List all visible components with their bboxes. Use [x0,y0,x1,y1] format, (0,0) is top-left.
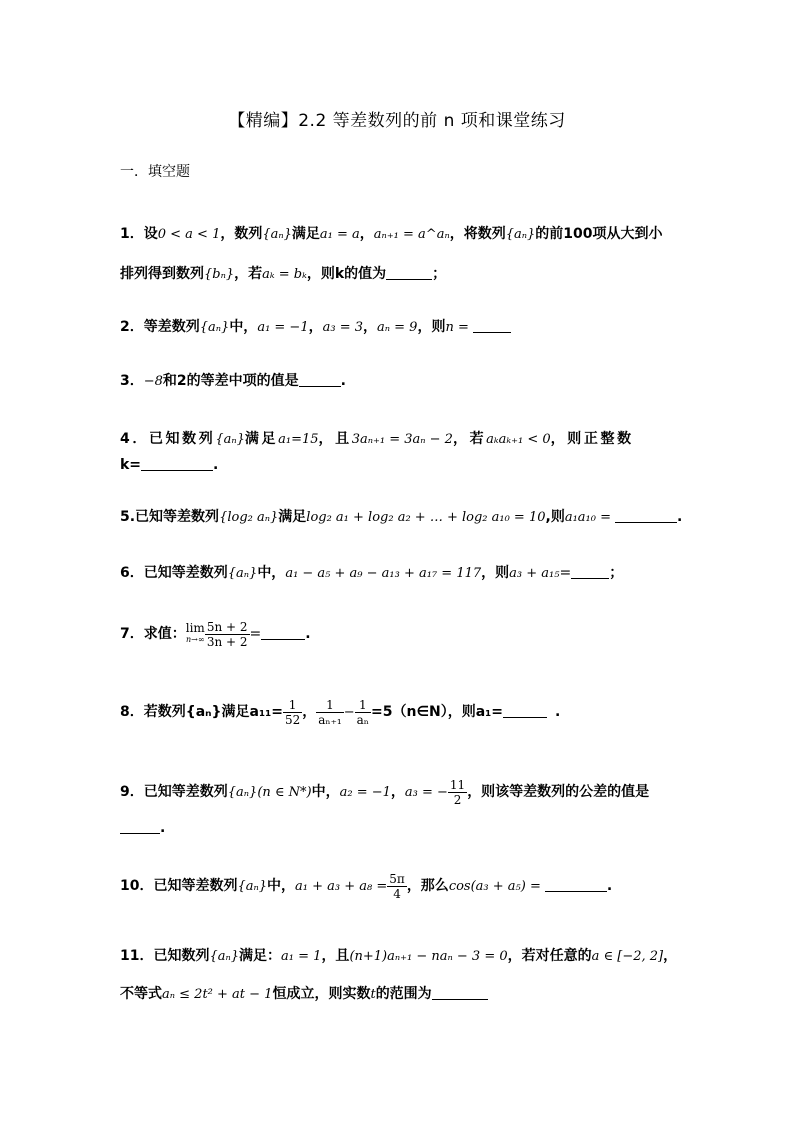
q1-text: 排列得到数列 [120,266,204,282]
q1-text: ， [359,226,374,242]
q1-math: 0 < a < 1 [157,227,221,242]
answer-blank[interactable] [503,703,547,718]
q11-text: ，若对任意的 [507,948,592,964]
q6-text: = [559,565,572,581]
q3-text: 3． [120,373,144,389]
q3-math: −8 [143,374,163,389]
question-7 [120,610,680,658]
section-heading: 一．填空题 [120,164,190,180]
q9-math: a₃ = − [404,785,448,800]
question-4-line-1 [120,429,680,450]
fraction [355,698,371,727]
q1-math: {aₙ} [262,227,292,242]
fraction-denominator: aₙ [356,712,369,727]
q2-text: ， [308,319,323,335]
fraction [448,778,467,807]
q1-text: ，若 [234,266,263,282]
q1-math: {aₙ} [505,227,536,242]
q4-text: . [213,457,219,473]
q4-text: 满足 [244,431,279,447]
q10-text: 中， [267,878,296,894]
question-1-line-1 [120,224,680,245]
document-title: 【精编】2.2 等差数列的前 n 项和课堂练习 [228,111,566,131]
q4-text: ，则正整数 [550,431,634,447]
q6-text: ； [609,565,624,581]
q8-math: − [343,705,355,720]
fraction-numerator: 5π [389,871,405,886]
q10-text: 10．已知等差数列 [120,878,238,894]
limit-expression [186,623,205,645]
q8-text: =5（n∈N），则a₁= [371,704,504,720]
q7-text: = [249,626,262,642]
q4-text: ，且 [318,431,352,447]
q4-text: k= [120,457,142,473]
q1-text: ； [432,266,447,282]
q9-text: 中， [311,784,340,800]
q2-math: a₁ = −1 [257,320,309,335]
answer-blank[interactable] [141,456,213,471]
q11-text: ，且 [321,948,350,964]
fraction-numerator: 5n + 2 [206,619,248,634]
q4-math: a₁=15 [278,432,319,447]
q1-text: ，将数列 [449,226,506,242]
answer-blank[interactable] [615,508,677,523]
fraction-numerator: 1 [316,698,344,713]
q5-math: log₂ a₁ + log₂ a₂ + … + log₂ a₁₀ = 10 [306,510,546,525]
q5-text: 5.已知等差数列 [120,509,220,525]
question-9-line-1 [120,770,680,815]
limit-subscript: n→∞ [186,635,205,644]
q1-math: {bₙ} [204,267,235,282]
fraction [316,698,344,727]
q11-math: {aₙ} [209,949,240,964]
q9-math: (n ∈ N*) [257,785,312,800]
q11-text: 满足： [239,948,282,964]
q7-text: . [305,626,311,642]
question-11-line-2 [120,984,680,1005]
fraction-numerator: 11 [449,777,466,792]
q6-text: 中， [257,565,286,581]
q11-text: 的范围为 [375,986,432,1002]
q2-math: {aₙ} [199,320,230,335]
q4-math: {aₙ} [215,432,245,447]
q9-text: . [160,820,166,836]
q6-math: {aₙ} [227,566,258,581]
q1-text: ，数列 [220,226,263,242]
q5-text: . [677,509,683,525]
q3-text: 和2的等差中项的值是 [162,373,299,389]
q8-text: . [555,704,561,720]
q9-text: ，则该等差数列的公差的值是 [467,784,650,800]
q6-math: a₁ − a₅ + a₉ − a₁₃ + a₁₇ = 117 [285,566,482,581]
q4-text: 4．已知数列 [120,431,216,447]
answer-blank[interactable] [120,819,160,834]
q11-math: aₙ ≤ 2t² + at − 1 [162,987,273,1002]
q11-text: 恒成立，则实数 [272,986,371,1002]
q8-text: ， [302,704,317,720]
q9-math: a₂ = −1 [339,785,391,800]
fraction-denominator: 2 [453,792,462,807]
q1-text: ，则k的值为 [306,266,387,282]
fraction-denominator: 3n + 2 [206,634,248,649]
fraction [205,620,250,649]
answer-blank[interactable] [386,265,432,280]
question-5 [120,507,683,528]
fraction [283,698,302,727]
q8-text: 8．若数列{aₙ}满足a₁₁= [120,704,283,720]
fraction-denominator: 4 [393,886,401,901]
q2-math: a₃ = 3 [322,320,363,335]
q1-math: a₁ = a [319,227,360,242]
q9-math: {aₙ} [227,785,258,800]
q11-math: a ∈ [−2, 2] [591,949,664,964]
q10-math: {aₙ} [237,879,268,894]
answer-blank[interactable] [261,625,305,640]
q2-text: 2．等差数列 [120,319,200,335]
q5-math: a₁a₁₀ = [564,510,611,525]
question-10 [120,864,680,909]
q2-math: n = [445,320,469,335]
answer-blank[interactable] [571,564,609,579]
q10-math: a₁ + a₃ + a₈ = [295,879,388,894]
q11-text: 11．已知数列 [120,948,210,964]
answer-blank[interactable] [432,985,488,1000]
q2-text: 中， [229,319,258,335]
q2-text: ，则 [417,319,446,335]
q11-math: a₁ = 1 [281,949,322,964]
q1-text: 的前100项从大到小 [535,226,663,242]
q6-math: a₃ + a₁₅ [509,566,560,581]
question-1-line-2 [120,264,680,285]
fraction-denominator: aₙ₊₁ [318,712,342,727]
q10-text: . [606,878,613,894]
q6-text: ，则 [481,565,510,581]
q3-text: . [340,373,346,389]
question-11-line-1 [120,946,680,967]
q10-text: ，那么 [406,878,449,894]
q5-text: 满足 [278,509,307,525]
answer-blank[interactable] [473,318,511,333]
q11-text: 不等式 [120,986,162,1002]
q1-math: aₙ₊₁ = a^aₙ [373,227,450,242]
q2-text: ， [363,319,377,335]
q4-math: 3aₙ₊₁ = 3aₙ − 2 [351,432,453,447]
q11-math: (n+1)aₙ₊₁ − naₙ − 3 = 0 [349,949,508,964]
question-8 [120,690,680,735]
question-9-line-2 [120,818,680,838]
q4-math: aₖaₖ₊₁ < 0 [486,432,551,447]
q11-text: ， [663,948,678,964]
q7-text: 7．求值： [120,626,186,642]
q6-text: 6．已知等差数列 [120,565,228,581]
q5-math: {log₂ aₙ} [219,510,279,525]
q5-text: ,则 [545,509,565,525]
q9-text: 9．已知等差数列 [120,784,228,800]
q10-math: cos(a₃ + a₅) = [448,879,541,894]
limit-operator: lim [185,621,205,635]
question-2 [120,317,680,338]
answer-blank[interactable] [299,372,341,387]
answer-blank[interactable] [545,877,607,892]
q11-math: t [370,987,376,1002]
q9-text: ， [390,784,405,800]
q4-text: ，若 [452,431,487,447]
fraction [387,872,407,901]
question-6 [120,563,680,584]
fraction-numerator: 1 [355,698,371,713]
question-4-line-2 [120,455,680,475]
fraction-denominator: 52 [284,712,301,727]
q2-math: aₙ = 9 [377,320,418,335]
q1-text: 满足 [291,226,320,242]
q1-math: aₖ = bₖ [262,267,307,282]
q1-text: 1．设 [120,226,158,242]
fraction-numerator: 1 [283,698,302,713]
question-3 [120,371,680,392]
